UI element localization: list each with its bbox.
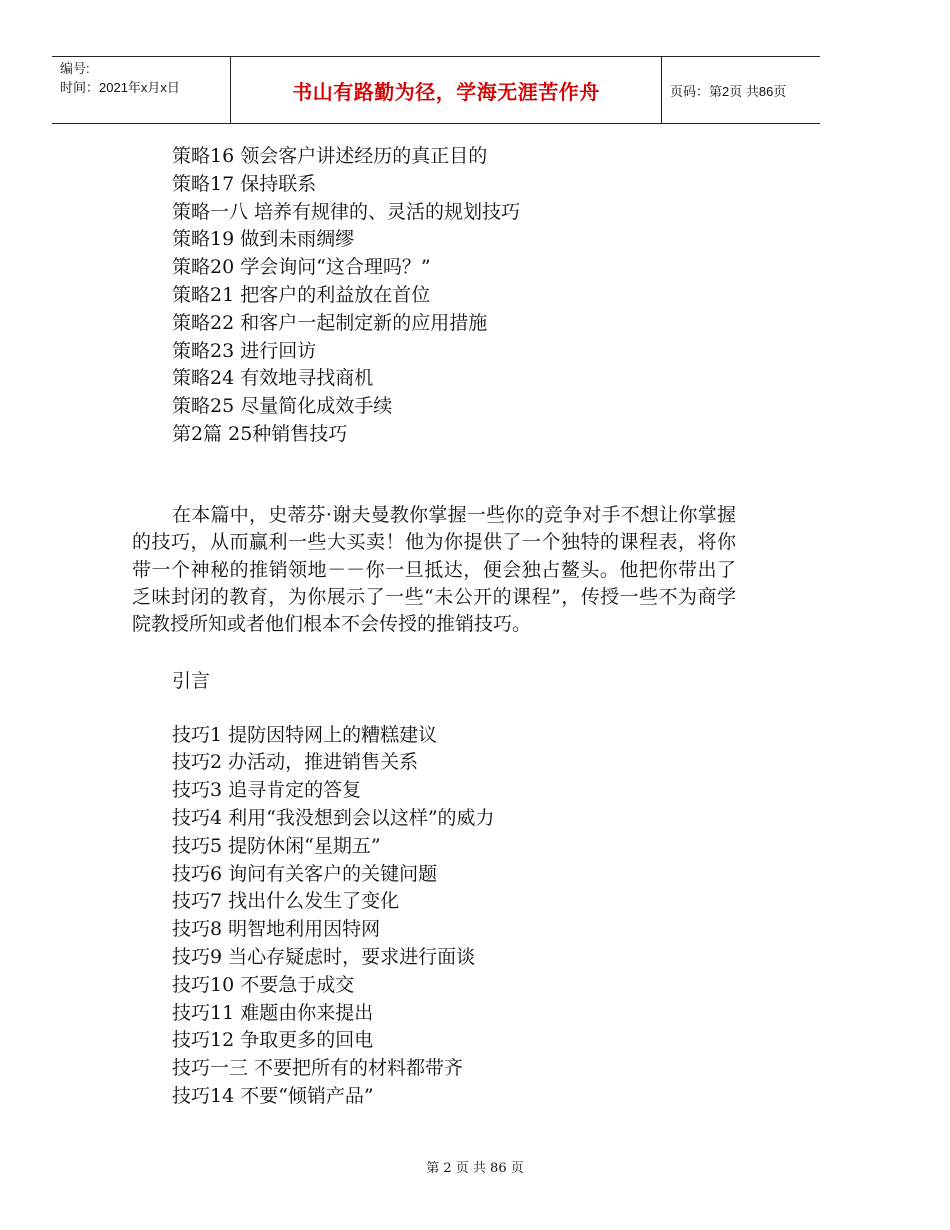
list-item: 技巧12 争取更多的回电 (172, 1029, 374, 1052)
section-heading: 第2篇 25种销售技巧 (172, 422, 348, 445)
list-item: 技巧10 不要急于成交 (172, 973, 355, 996)
page-footer: 第 2 页 共 86 页 (426, 1161, 524, 1176)
header-page-code: 页码：第2页 共86页 (670, 83, 787, 99)
list-item: 技巧6 询问有关客户的关键问题 (172, 862, 438, 885)
list-item: 技巧11 难题由你来提出 (172, 1001, 374, 1024)
list-item: 策略19 做到未雨绸缪 (172, 228, 355, 251)
header-page-cell (662, 57, 820, 123)
header-meta (52, 57, 230, 123)
list-item: 技巧8 明智地利用因特网 (172, 918, 381, 941)
document-number-label: 编号: (60, 61, 90, 76)
list-item: 策略16 领会客户讲述经历的真正目的 (172, 145, 488, 167)
list-item: 技巧5 提防休闲“星期五” (172, 834, 381, 857)
list-item: 技巧2 办活动，推进销售关系 (172, 751, 419, 774)
list-item: 策略23 进行回访 (172, 339, 317, 362)
strategy-list (132, 143, 742, 449)
list-item: 技巧7 找出什么发生了变化 (172, 890, 400, 913)
list-item: 技巧9 当心存疑虑时，要求进行面谈 (172, 945, 476, 968)
list-item: 策略22 和客户一起制定新的应用措施 (172, 311, 488, 334)
list-item: 策略21 把客户的利益放在首位 (172, 283, 431, 306)
list-item: 策略25 尽量简化成效手续 (172, 395, 393, 418)
header-motto-cell (230, 57, 662, 123)
list-item: 策略17 保持联系 (172, 172, 317, 195)
list-item: 策略24 有效地寻找商机 (172, 367, 374, 390)
list-item: 策略一八 培养有规律的、灵活的规划技巧 (172, 200, 521, 223)
header-motto: 书山有路勤为径，学海无涯苦作舟 (292, 79, 600, 104)
list-item: 策略20 学会询问“这合理吗？” (172, 256, 431, 279)
list-item: 技巧一三 不要把所有的材料都带齐 (172, 1057, 464, 1080)
technique-list (132, 722, 742, 1111)
document-time-label: 时间：2021年x月x日 (60, 80, 180, 95)
preface-heading: 引言 (172, 669, 211, 692)
intro-paragraph: 在本篇中，史蒂芬·谢夫曼教你掌握一些你的竞争对手不想让你掌握的技巧，从而赢利一些大买卖！他为你提供了一个独特的课程表，将你带一个神秘的推销领地－－你一旦抵达，便会独占鳌头。他把你带出了乏味封闭的教育，为你展示了一些“未公开的课程”，传授一些不为商学院教授所知或者他们根本不会传授的推销技巧。 (132, 503, 736, 636)
page-header (52, 56, 820, 124)
list-item: 技巧4 利用“我没想到会以这样”的威力 (172, 806, 495, 829)
list-item: 技巧1 提防因特网上的糟糕建议 (172, 723, 438, 746)
document-body (132, 143, 742, 1111)
list-item: 技巧3 追寻肯定的答复 (172, 779, 362, 802)
list-item: 技巧14 不要“倾销产品” (172, 1084, 374, 1107)
